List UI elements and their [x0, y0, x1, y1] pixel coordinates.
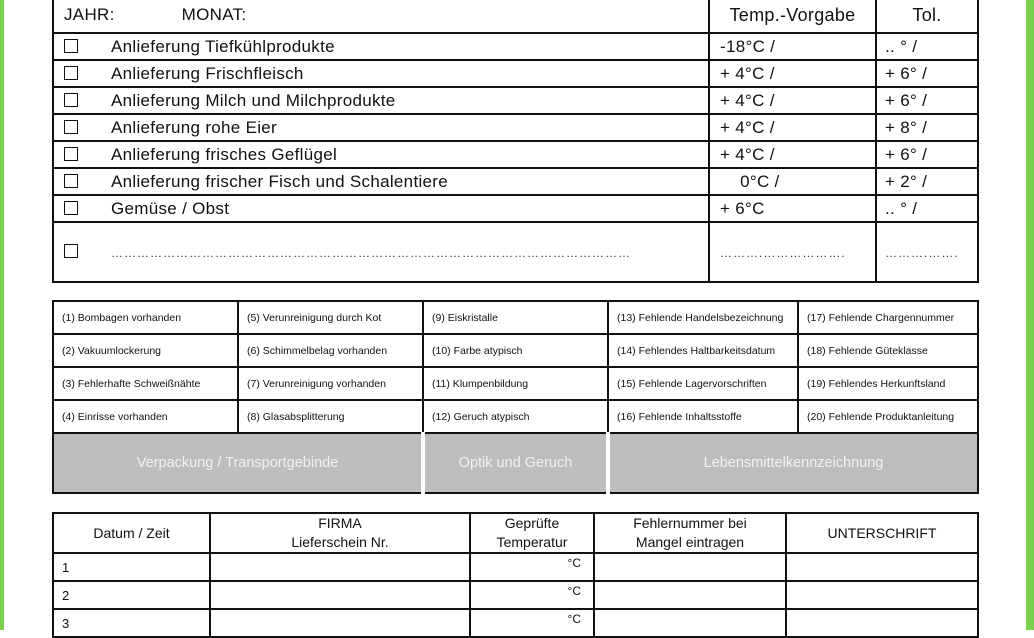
- defect-row: [53, 400, 978, 433]
- item-tol: + 6° /: [876, 141, 978, 168]
- log-row: [53, 581, 978, 609]
- log-fehler-cell[interactable]: [594, 609, 786, 637]
- log-row-number: 2: [53, 581, 210, 609]
- item-tol: + 2° /: [876, 168, 978, 195]
- col-firma: [210, 513, 470, 553]
- checkbox[interactable]: [64, 66, 78, 80]
- log-header-row: [53, 513, 978, 553]
- blank-tol-line[interactable]: ……….…….: [885, 246, 959, 260]
- defect-code: (6) Schimmelbelag vorhanden: [238, 334, 423, 367]
- defect-code: (10) Farbe atypisch: [423, 334, 608, 367]
- log-row-number: 1: [53, 553, 210, 581]
- blank-label-line[interactable]: …………………………………………………………………………………………………………: [111, 246, 631, 260]
- item-temp: + 4°C /: [709, 87, 876, 114]
- item-label: Anlieferung Milch und Milchprodukte: [111, 90, 396, 110]
- col-temperatur: [470, 513, 594, 553]
- item-temp: + 6°C: [709, 195, 876, 222]
- checkbox[interactable]: [64, 39, 78, 53]
- item-row: [53, 195, 978, 222]
- item-temp: 0°C /: [709, 168, 876, 195]
- log-fehler-cell[interactable]: [594, 581, 786, 609]
- defect-code: (8) Glasabsplitterung: [238, 400, 423, 433]
- defect-code: (7) Verunreinigung vorhanden: [238, 367, 423, 400]
- item-label: Anlieferung Tiefkühlprodukte: [111, 36, 335, 56]
- col-temp-line2: Temperatur: [496, 534, 568, 550]
- item-temp: + 4°C /: [709, 60, 876, 87]
- checkbox[interactable]: [64, 174, 78, 188]
- checkbox[interactable]: [64, 93, 78, 107]
- defect-code: (9) Eiskristalle: [423, 301, 608, 334]
- item-temp: -18°C /: [709, 33, 876, 60]
- tol-header: Tol.: [876, 0, 978, 33]
- item-label: Anlieferung frisches Geflügel: [111, 144, 338, 164]
- col-firma-line1: FIRMA: [318, 515, 362, 531]
- item-label: Anlieferung frischer Fisch und Schalentiere: [111, 171, 449, 191]
- defect-code: (17) Fehlende Chargennummer: [798, 301, 978, 334]
- log-fehler-cell[interactable]: [594, 553, 786, 581]
- category-optik: Optik und Geruch: [423, 433, 608, 493]
- jahr-label: JAHR:: [64, 5, 115, 24]
- defect-category-row: [53, 433, 978, 493]
- col-firma-line2: Lieferschein Nr.: [291, 534, 389, 550]
- blank-item-row: [53, 222, 978, 282]
- item-tol: .. ° /: [876, 195, 978, 222]
- temperature-table-header: [53, 0, 978, 33]
- category-verpackung: Verpackung / Transportgebinde: [53, 433, 423, 493]
- log-firma-cell[interactable]: [210, 553, 470, 581]
- defect-codes-table: [52, 300, 979, 494]
- defect-code: (13) Fehlende Handelsbezeichnung: [608, 301, 798, 334]
- defect-code: (15) Fehlende Lagervorschriften: [608, 367, 798, 400]
- category-kennzeichnung: Lebensmittelkennzeichnung: [608, 433, 978, 493]
- item-row: [53, 168, 978, 195]
- item-label: Anlieferung rohe Eier: [111, 117, 278, 137]
- log-signature-cell[interactable]: [786, 609, 978, 637]
- item-row: [53, 141, 978, 168]
- log-row: [53, 609, 978, 637]
- delivery-log-table: [52, 512, 979, 638]
- item-label: Anlieferung Frischfleisch: [111, 63, 304, 83]
- item-tol: + 8° /: [876, 114, 978, 141]
- blank-temp-line[interactable]: ……….……………….: [720, 246, 846, 260]
- log-temp-cell[interactable]: °C: [470, 553, 594, 581]
- page-border-left: [0, 0, 4, 630]
- item-temp: + 4°C /: [709, 114, 876, 141]
- col-fehler-line2: Mangel eintragen: [635, 534, 745, 550]
- checkbox[interactable]: [64, 201, 78, 215]
- col-unterschrift: UNTERSCHRIFT: [786, 513, 978, 553]
- checkbox[interactable]: [64, 120, 78, 134]
- checkbox[interactable]: [64, 147, 78, 161]
- log-temp-cell[interactable]: °C: [470, 609, 594, 637]
- log-signature-cell[interactable]: [786, 553, 978, 581]
- defect-code: (12) Geruch atypisch: [423, 400, 608, 433]
- item-tol: .. ° /: [876, 33, 978, 60]
- defect-code: (5) Verunreinigung durch Kot: [238, 301, 423, 334]
- defect-code: (18) Fehlende Güteklasse: [798, 334, 978, 367]
- temp-vorgabe-header: Temp.-Vorgabe: [709, 0, 876, 33]
- col-temp-line1: Geprüfte: [504, 515, 560, 531]
- log-firma-cell[interactable]: [210, 609, 470, 637]
- defect-code: (14) Fehlendes Haltbarkeitsdatum: [608, 334, 798, 367]
- defect-row: [53, 301, 978, 334]
- defect-code: (2) Vakuumlockerung: [53, 334, 238, 367]
- defect-row: [53, 367, 978, 400]
- item-row: [53, 33, 978, 60]
- defect-code: (20) Fehlende Produktanleitung: [798, 400, 978, 433]
- log-row: [53, 553, 978, 581]
- log-temp-cell[interactable]: °C: [470, 581, 594, 609]
- defect-code: (1) Bombagen vorhanden: [53, 301, 238, 334]
- item-row: [53, 114, 978, 141]
- item-temp: + 4°C /: [709, 141, 876, 168]
- item-tol: + 6° /: [876, 60, 978, 87]
- checkbox[interactable]: [64, 244, 78, 258]
- defect-code: (11) Klumpenbildung: [423, 367, 608, 400]
- defect-code: (19) Fehlendes Herkunftsland: [798, 367, 978, 400]
- temperature-spec-table: [52, 0, 979, 283]
- log-firma-cell[interactable]: [210, 581, 470, 609]
- item-tol: + 6° /: [876, 87, 978, 114]
- item-row: [53, 60, 978, 87]
- col-fehlernummer: [594, 513, 786, 553]
- item-row: [53, 87, 978, 114]
- defect-code: (3) Fehlerhafte Schweißnähte: [53, 367, 238, 400]
- defect-row: [53, 334, 978, 367]
- log-row-number: 3: [53, 609, 210, 637]
- monat-label: MONAT:: [181, 5, 247, 24]
- log-signature-cell[interactable]: [786, 581, 978, 609]
- col-datum-zeit: Datum / Zeit: [53, 513, 210, 553]
- defect-code: (16) Fehlende Inhaltsstoffe: [608, 400, 798, 433]
- page-border-right: [1026, 0, 1034, 630]
- defect-code: (4) Einrisse vorhanden: [53, 400, 238, 433]
- col-fehler-line1: Fehlernummer bei: [633, 515, 747, 531]
- item-label: Gemüse / Obst: [111, 198, 230, 218]
